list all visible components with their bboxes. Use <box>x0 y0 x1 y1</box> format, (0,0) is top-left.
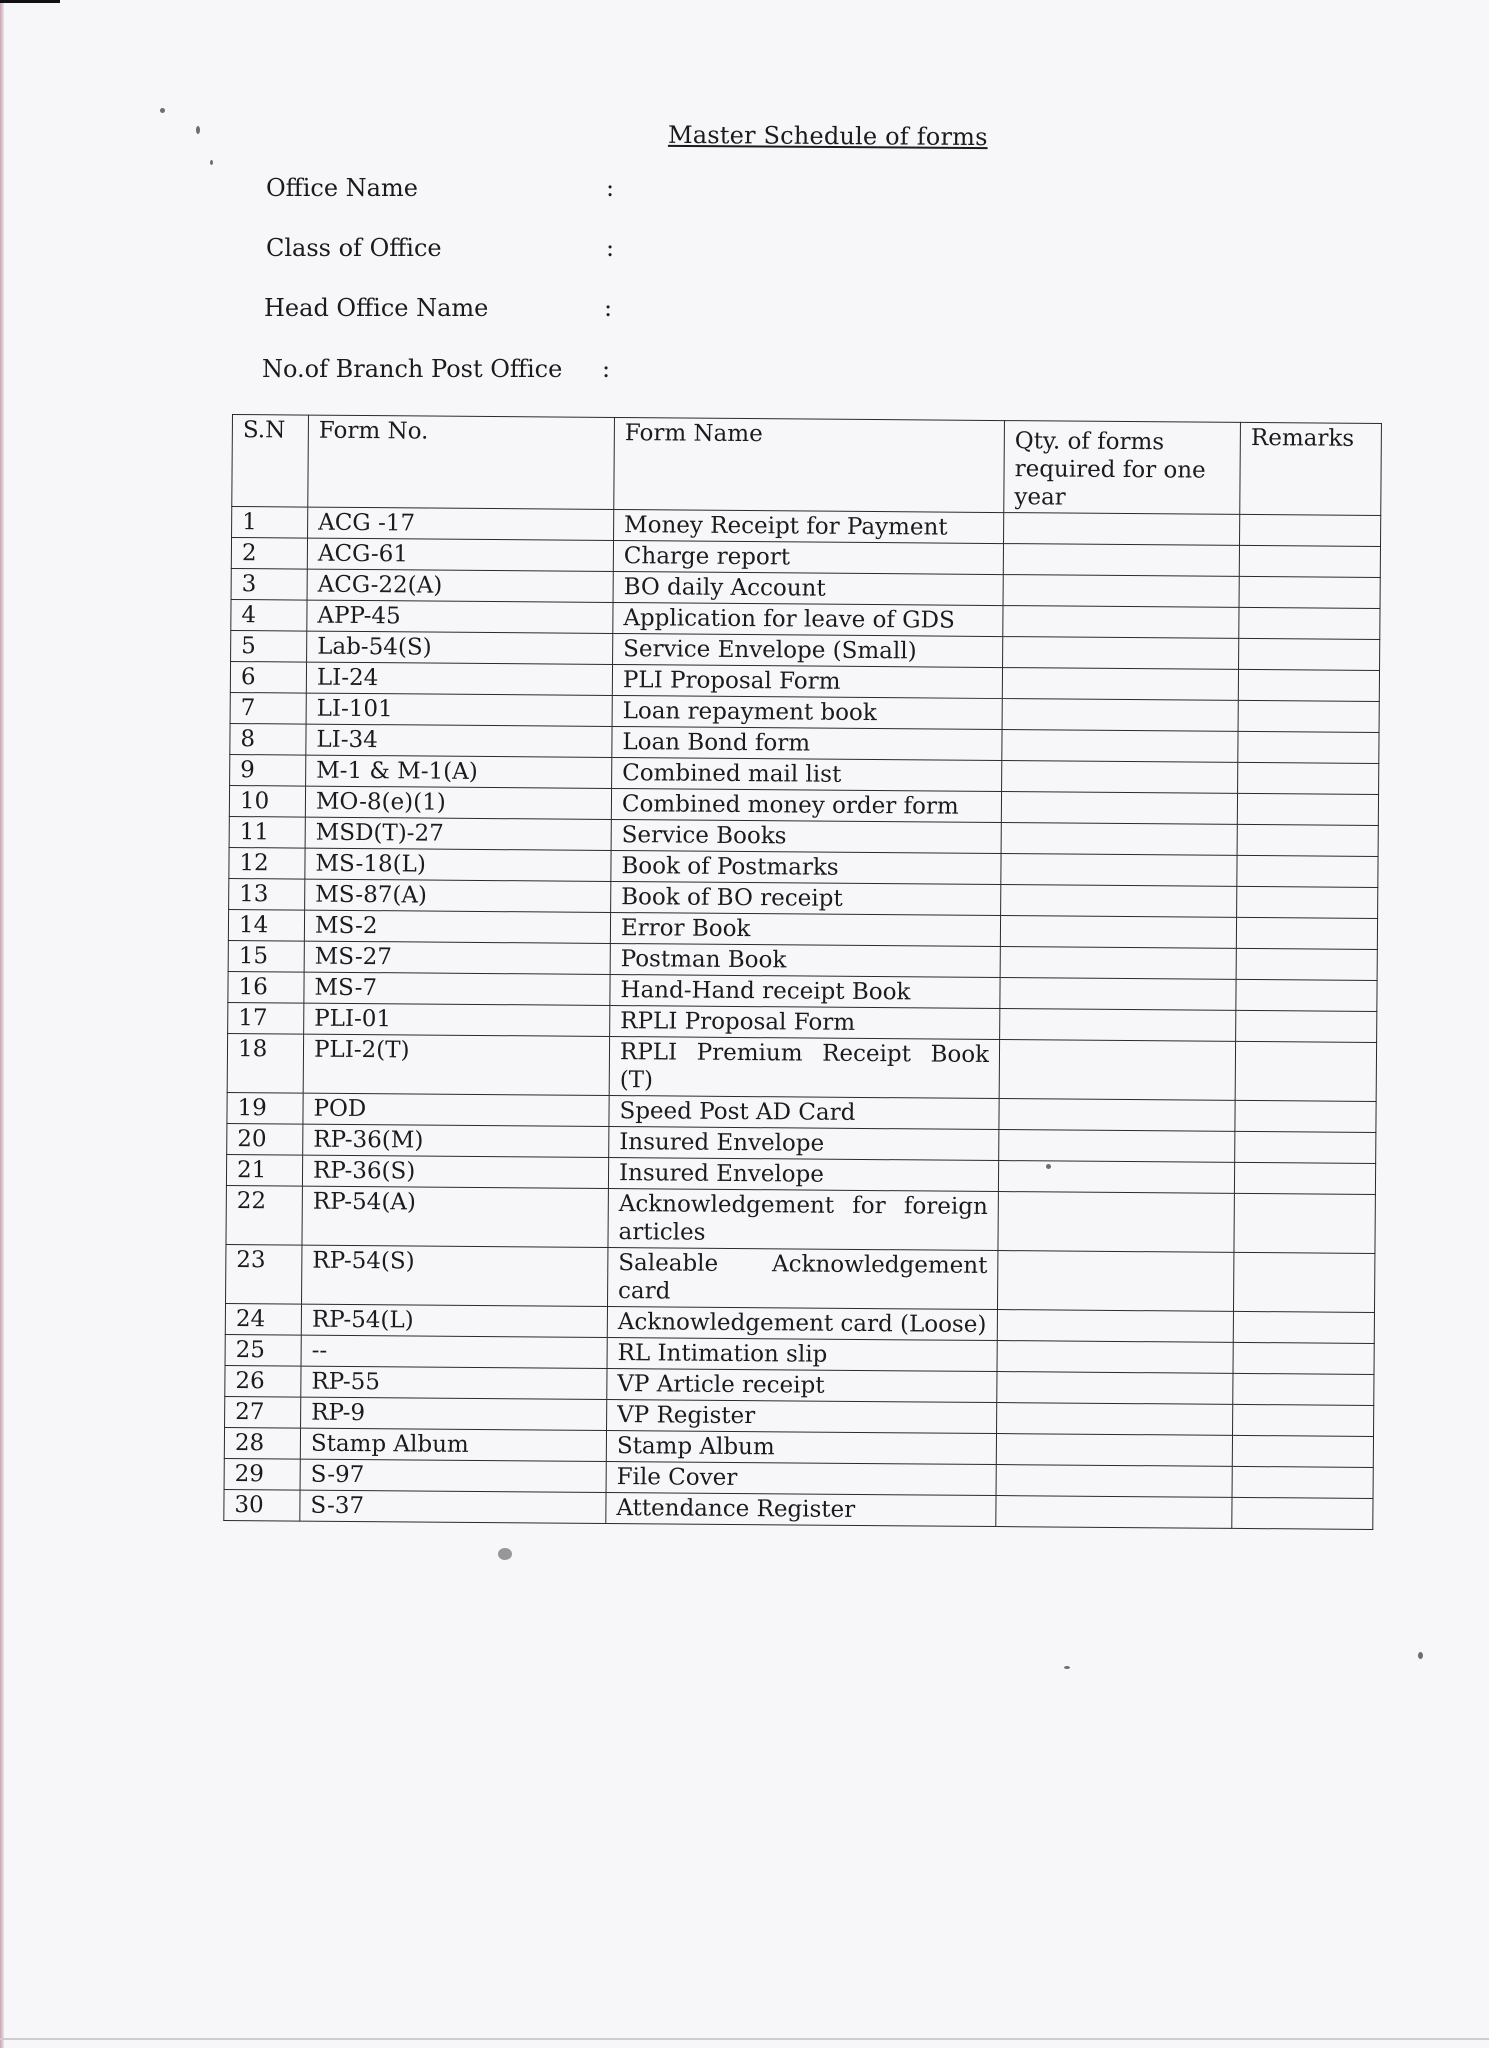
field-label: Office Name <box>266 174 418 202</box>
row-remarks <box>1238 762 1379 794</box>
ink-speck <box>210 160 213 165</box>
row-form-name: Loan Bond form <box>612 726 1002 760</box>
row-remarks <box>1236 948 1377 980</box>
table-body <box>224 507 1381 1530</box>
row-remarks <box>1233 1342 1374 1374</box>
row-qty <box>999 1040 1236 1101</box>
row-qty <box>1000 978 1236 1011</box>
row-form-no: RP-55 <box>301 1366 607 1399</box>
header-sn: S.N <box>232 415 309 508</box>
header-remarks: Remarks <box>1240 422 1382 515</box>
row-form-no: RP-36(M) <box>303 1124 609 1157</box>
row-form-no: PLI-2(T) <box>303 1034 609 1095</box>
row-form-no: MO-8(e)(1) <box>305 786 611 819</box>
header-form-no: Form No. <box>308 415 615 509</box>
row-sn: 4 <box>231 599 307 631</box>
row-form-name: RL Intimation slip <box>607 1337 997 1371</box>
row-sn: 27 <box>225 1396 301 1428</box>
row-qty <box>1000 1009 1236 1042</box>
row-qty <box>997 1341 1233 1374</box>
row-form-name: Speed Post AD Card <box>609 1095 999 1129</box>
row-form-no: RP-36(S) <box>302 1155 608 1188</box>
page-edge <box>0 0 4 2048</box>
row-qty <box>1003 606 1239 639</box>
row-sn: 10 <box>229 785 305 817</box>
scan-edge-mark <box>0 0 60 3</box>
row-sn: 23 <box>226 1244 302 1304</box>
row-qty <box>998 1251 1235 1312</box>
row-qty <box>997 1403 1233 1436</box>
ink-speck <box>196 126 200 134</box>
row-remarks <box>1235 1162 1376 1194</box>
row-sn: 7 <box>230 692 306 724</box>
row-sn: 15 <box>228 940 304 972</box>
row-sn: 3 <box>231 568 307 600</box>
row-form-name: Postman Book <box>610 943 1000 977</box>
row-remarks <box>1234 1193 1375 1253</box>
row-form-name: Insured Envelope <box>608 1157 998 1191</box>
row-remarks <box>1239 607 1380 639</box>
row-remarks <box>1237 824 1378 856</box>
row-qty <box>999 1099 1235 1132</box>
row-remarks <box>1238 700 1379 732</box>
row-form-no: RP-9 <box>301 1397 607 1430</box>
row-form-no: M-1 & M-1(A) <box>306 755 612 788</box>
row-qty <box>1001 792 1237 825</box>
ink-speck <box>160 108 165 113</box>
row-remarks <box>1236 1010 1377 1042</box>
row-form-no: MSD(T)-27 <box>305 817 611 850</box>
ink-speck <box>1418 1652 1423 1659</box>
row-form-name: Book of Postmarks <box>611 850 1001 884</box>
row-form-name: Charge report <box>613 541 1003 575</box>
field-separator: : <box>606 174 615 202</box>
row-form-no: -- <box>301 1335 607 1368</box>
row-form-name: Combined money order form <box>611 788 1001 822</box>
row-qty <box>1001 823 1237 856</box>
row-sn: 24 <box>225 1303 301 1335</box>
row-form-name: Service Envelope (Small) <box>613 633 1003 667</box>
row-remarks <box>1237 793 1378 825</box>
row-sn: 26 <box>225 1365 301 1397</box>
row-form-name: Service Books <box>611 819 1001 853</box>
field-separator: : <box>606 234 615 262</box>
row-sn: 22 <box>226 1185 302 1245</box>
row-form-no: ACG -17 <box>308 507 614 540</box>
row-form-no: ACG-61 <box>307 538 613 571</box>
row-sn: 17 <box>228 1002 304 1034</box>
row-qty <box>1002 668 1238 701</box>
row-form-name: Saleable Acknowledgement card <box>607 1247 998 1309</box>
row-form-no: POD <box>303 1093 609 1126</box>
header-qty: Qty. of forms required for one year <box>1004 421 1241 515</box>
row-remarks <box>1240 514 1381 546</box>
table-row <box>227 1033 1376 1101</box>
row-remarks <box>1239 545 1380 577</box>
row-sn: 13 <box>229 878 305 910</box>
row-qty <box>996 1496 1232 1529</box>
row-remarks <box>1232 1497 1373 1529</box>
row-remarks <box>1233 1373 1374 1405</box>
row-form-name: Attendance Register <box>606 1492 996 1526</box>
field-label: Class of Office <box>266 234 442 262</box>
row-form-name: Acknowledgement card (Loose) <box>607 1306 997 1340</box>
row-sn: 5 <box>231 630 307 662</box>
row-remarks <box>1234 1252 1375 1312</box>
row-form-no: ACG-22(A) <box>307 569 613 602</box>
row-form-name: Error Book <box>610 912 1000 946</box>
scan-edge-line <box>0 2038 1489 2040</box>
row-form-no: LI-101 <box>306 693 612 726</box>
row-form-name: RPLI Proposal Form <box>610 1005 1000 1039</box>
row-qty <box>1001 885 1237 918</box>
row-remarks <box>1233 1311 1374 1343</box>
row-remarks <box>1239 576 1380 608</box>
row-remarks <box>1235 1100 1376 1132</box>
row-form-name: Application for leave of GDS <box>613 602 1003 636</box>
row-remarks <box>1238 669 1379 701</box>
row-sn: 11 <box>229 816 305 848</box>
row-remarks <box>1235 1041 1376 1101</box>
row-form-name: VP Article receipt <box>607 1368 997 1402</box>
row-remarks <box>1232 1435 1373 1467</box>
row-form-name: VP Register <box>606 1399 996 1433</box>
row-remarks <box>1237 886 1378 918</box>
row-qty <box>1000 916 1236 949</box>
row-qty <box>1001 854 1237 887</box>
field-separator: : <box>602 355 611 383</box>
class-of-office-field <box>266 234 615 262</box>
row-form-name: Book of BO receipt <box>611 881 1001 915</box>
row-form-name: Hand-Hand receipt Book <box>610 974 1000 1008</box>
field-label: Head Office Name <box>264 294 489 322</box>
row-sn: 18 <box>227 1033 303 1093</box>
row-form-no: LI-34 <box>306 724 612 757</box>
row-sn: 21 <box>226 1154 302 1186</box>
row-sn: 20 <box>227 1123 303 1155</box>
field-separator: : <box>604 294 613 322</box>
row-sn: 25 <box>225 1334 301 1366</box>
head-office-name-field <box>264 294 613 322</box>
row-sn: 6 <box>230 661 306 693</box>
row-qty <box>1002 730 1238 763</box>
row-remarks <box>1233 1404 1374 1436</box>
ink-speck <box>1064 1666 1070 1669</box>
row-remarks <box>1235 1131 1376 1163</box>
row-sn: 12 <box>229 847 305 879</box>
row-qty <box>998 1161 1234 1194</box>
office-name-field <box>266 174 615 202</box>
row-sn: 9 <box>230 754 306 786</box>
table-row <box>226 1185 1375 1253</box>
row-qty <box>996 1434 1232 1467</box>
row-form-name: BO daily Account <box>613 571 1003 605</box>
row-form-no: MS-7 <box>304 972 610 1005</box>
row-qty <box>997 1372 1233 1405</box>
row-qty <box>1003 544 1239 577</box>
row-sn: 2 <box>231 538 307 570</box>
row-qty <box>1003 637 1239 670</box>
row-form-no: MS-87(A) <box>305 879 611 912</box>
row-form-name: Insured Envelope <box>609 1126 999 1160</box>
forms-schedule-table <box>223 414 1382 1530</box>
row-form-name: Money Receipt for Payment <box>613 510 1003 544</box>
row-form-no: PLI-01 <box>304 1003 610 1036</box>
row-remarks <box>1238 731 1379 763</box>
row-qty <box>998 1192 1235 1253</box>
row-sn: 14 <box>228 909 304 941</box>
row-form-name: RPLI Premium Receipt Book (T) <box>609 1036 1000 1098</box>
row-form-no: MS-27 <box>304 941 610 974</box>
row-form-no: MS-18(L) <box>305 848 611 881</box>
row-form-no: Stamp Album <box>300 1428 606 1461</box>
row-sn: 16 <box>228 971 304 1003</box>
row-form-name: Combined mail list <box>612 757 1002 791</box>
ink-blot <box>498 1548 512 1560</box>
header-form-name: Form Name <box>614 418 1005 513</box>
row-qty <box>996 1465 1232 1498</box>
ink-speck <box>1046 1164 1051 1169</box>
row-form-name: Loan repayment book <box>612 695 1002 729</box>
row-remarks <box>1236 917 1377 949</box>
row-qty <box>1003 575 1239 608</box>
row-sn: 19 <box>227 1092 303 1124</box>
row-form-no: MS-2 <box>304 910 610 943</box>
row-qty <box>999 1130 1235 1163</box>
field-label: No.of Branch Post Office <box>262 355 563 383</box>
branch-post-office-count-field <box>262 355 611 383</box>
row-form-no: S-97 <box>300 1459 606 1492</box>
row-remarks <box>1237 855 1378 887</box>
row-remarks <box>1239 638 1380 670</box>
row-sn: 1 <box>232 507 308 539</box>
row-form-name: File Cover <box>606 1461 996 1495</box>
table-header-row <box>232 415 1382 516</box>
table-row <box>226 1244 1375 1312</box>
row-sn: 30 <box>224 1489 300 1521</box>
document-title: Master Schedule of forms <box>667 120 988 152</box>
row-sn: 28 <box>224 1427 300 1459</box>
row-sn: 8 <box>230 723 306 755</box>
row-qty <box>1002 761 1238 794</box>
row-form-no: RP-54(L) <box>301 1304 607 1337</box>
row-qty <box>1002 699 1238 732</box>
row-form-no: Lab-54(S) <box>307 631 613 664</box>
row-form-name: Stamp Album <box>606 1430 996 1464</box>
row-qty <box>997 1310 1233 1343</box>
row-form-no: LI-24 <box>306 662 612 695</box>
row-qty <box>1004 513 1240 546</box>
row-form-name: PLI Proposal Form <box>612 664 1002 698</box>
row-qty <box>1000 947 1236 980</box>
row-remarks <box>1236 979 1377 1011</box>
row-form-no: APP-45 <box>307 600 613 633</box>
row-form-name: Acknowledgement for foreign articles <box>608 1188 999 1250</box>
row-form-no: S-37 <box>300 1490 606 1523</box>
row-sn: 29 <box>224 1458 300 1490</box>
row-form-no: RP-54(S) <box>301 1245 607 1306</box>
row-form-no: RP-54(A) <box>302 1186 608 1247</box>
row-remarks <box>1232 1466 1373 1498</box>
